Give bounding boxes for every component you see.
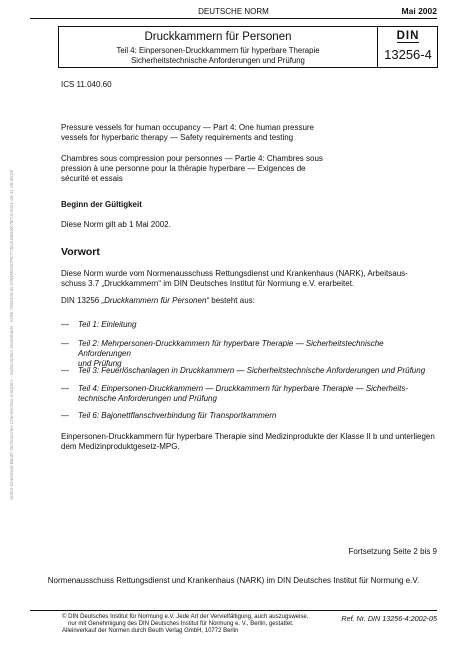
document-title: Druckkammern für Personen <box>144 31 292 43</box>
title-block <box>58 26 438 68</box>
list-item-part-6 <box>78 411 437 421</box>
french-title <box>61 154 437 184</box>
document-subtitle-topic: Sicherheitstechnische Anforderungen und Prüfung <box>131 56 305 65</box>
header-rule <box>30 18 437 19</box>
foreword-paragraph-line: Diese Norm wurde vom Normenausschuss Rettungsdienst und Krankenhaus (NARK), Arbeitsaus- <box>61 269 408 278</box>
foreword-paragraph <box>61 269 437 289</box>
english-title-line: vessels for hyperbaric therapy — Safety requirements and testing <box>61 133 294 142</box>
list-dash: — <box>61 339 69 348</box>
list-item-part-1 <box>78 320 437 330</box>
document-type-label: DEUTSCHE NORM <box>198 7 269 16</box>
publication-date: Mai 2002 <box>401 6 437 16</box>
list-item-line: Teil 2: Mehrpersonen-Druckkammern für hyperbare Therapie — Sicherheitstechnische Anforderungen <box>78 339 384 358</box>
foreword-heading: Vorwort <box>61 246 100 258</box>
validity-text: Diese Norm gilt ab 1 Mai 2002. <box>61 220 171 229</box>
regulatory-paragraph-line: Einpersonen-Druckkammern für hyperbare Therapie sind Medizinprodukte der Klasse II b und unterliegen <box>61 432 435 441</box>
regulatory-paragraph-line: dem Medizinproduktgesetz-MPG. <box>61 442 180 451</box>
series-intro-suffix: besteht aus: <box>209 296 255 305</box>
regulatory-paragraph <box>61 432 437 452</box>
series-title: „Druckkammern für Personen“ <box>101 296 210 305</box>
list-dash: — <box>61 384 69 393</box>
series-intro <box>61 296 437 306</box>
series-intro-prefix: DIN 13256 <box>61 296 102 305</box>
french-title-line: sécurité et essais <box>61 174 123 183</box>
standard-number: 13256-4 <box>384 47 432 62</box>
list-dash: — <box>61 320 69 329</box>
validity-heading: Beginn der Gültigkeit <box>61 200 142 209</box>
din-logo-text: DIN <box>396 30 420 42</box>
list-item-line: Teil 6: Bajonettflanschverbindung für Transportkammern <box>78 411 277 420</box>
copyright-line: nur mit Genehmigung des DIN Deutsches Institut für Normung e. V., Berlin, gestattet. <box>68 621 294 627</box>
continuation-note: Fortsetzung Seite 2 bis 9 <box>348 547 437 556</box>
din-logo <box>378 30 438 42</box>
list-item-line: Teil 1: Einleitung <box>78 320 137 329</box>
english-title <box>61 123 437 143</box>
committee-line: Normenausschuss Rettungsdienst und Krankenhaus (NARK) im DIN Deutsches Institut für Normung e.V. <box>47 576 420 585</box>
list-item-line: technische Anforderungen und Prüfung <box>78 394 217 403</box>
list-dash: — <box>61 411 69 420</box>
list-item-line: Teil 4: Einpersonen-Druckkammern — Druckkammern für hyperbare Therapie — Sicherheits- <box>78 384 409 393</box>
reference-number: Ref. Nr. DIN 13256-4:2002-05 <box>341 614 437 623</box>
list-item-line: Teil 3: Feuerlöschanlagen in Druckkammern — Sicherheitstechnische Anforderungen und Prüfung <box>78 366 426 375</box>
list-item-part-4 <box>78 384 437 404</box>
footer-rule <box>30 610 437 611</box>
copyright-line: Alleinverkauf der Normen durch Beuth Verlag GmbH, 10772 Berlin <box>62 628 239 634</box>
document-subtitle-part: Teil 4: Einpersonen-Druckkammern für hyperbare Therapie <box>116 46 320 55</box>
list-item-part-3 <box>78 366 437 376</box>
french-title-line: pression à une personne pour la thérapie hyperbare — Exigences de <box>61 164 306 173</box>
list-item-part-2 <box>78 339 437 369</box>
list-dash: — <box>61 366 69 375</box>
copyright-line: © DIN Deutsches Institut für Normung e.V. Jede Art der Vervielfältigung, auch auszugsweise, <box>62 614 309 620</box>
ics-code: ICS 11.040.60 <box>61 80 112 89</box>
foreword-paragraph-line: schuss 3.7 „Druckkammern“ im DIN Deutsches Institut für Normung e.V. erarbeitet. <box>61 279 355 288</box>
english-title-line: Pressure vessels for human occupancy — Part 4: One human pressure <box>61 123 315 132</box>
list-item-line: und Prüfung <box>78 359 122 368</box>
french-title-line: Chambres sous compression pour personnes — Partie 4: Chambres sous <box>61 154 323 163</box>
download-watermark-text: Sofort-Download-Beuth-Technisches Chemisches Analytics - Subscription Downloads - KdNr.7566105,ID.KNRMKNCPE7T3D2U8BWK7BT.3-2021-06-11 09:49:28 <box>9 170 14 500</box>
